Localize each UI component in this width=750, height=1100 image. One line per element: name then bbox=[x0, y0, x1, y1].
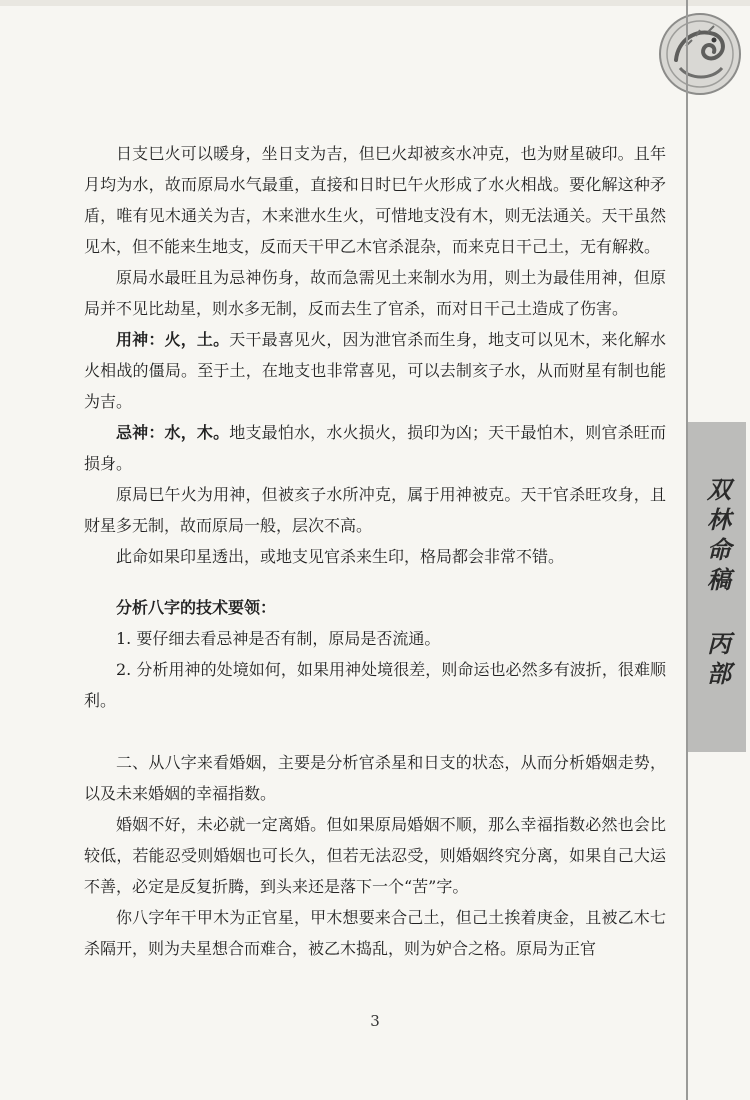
book-title: 双林命稿 bbox=[702, 477, 732, 597]
paragraph-6: 此命如果印星透出，或地支见官杀来生印，格局都会非常不错。 bbox=[116, 547, 565, 566]
paragraph-8: 婚姻不好，未必就一定离婚。但如果原局婚姻不顺，那么幸福指数必然也会比较低，若能忍受则婚姻也可长久，但若无法忍受，则婚姻终究分离，如果自己大运不善，必定是反复折腾，到头来还是落下一个“苦”字。 bbox=[84, 815, 666, 896]
page-top-edge bbox=[0, 0, 750, 6]
paragraph-taboo-god bbox=[84, 417, 666, 479]
paragraph-7: 二、从八字来看婚姻，主要是分析官杀星和日支的状态，从而分析婚姻走势，以及未来婚姻的幸福指数。 bbox=[84, 753, 666, 803]
section-label: 丙部 bbox=[702, 631, 732, 691]
useful-god-text: 天干最喜见火，因为泄官杀而生身，地支可以见木，来化解水火相战的僵局。至于土，在地支也非常喜见，可以去制亥子水，从而财星有制也能为吉。 bbox=[84, 330, 666, 411]
page-content bbox=[84, 138, 666, 964]
paragraph-2: 原局水最旺且为忌神伤身，故而急需见土来制水为用，则土为最佳用神，但原局并不见比劫星，则水多无制，反而去生了官杀，而对日干己土造成了伤害。 bbox=[84, 268, 666, 318]
paragraph-useful-god bbox=[84, 324, 666, 417]
useful-god-label: 用神：火，土。 bbox=[116, 330, 230, 349]
paragraph-5: 原局巳午火为用神，但被亥子水所冲克，属于用神被克。天干官杀旺攻身，且财星多无制，故而原局一般，层次不高。 bbox=[84, 485, 666, 535]
sidebar-book-tab bbox=[688, 422, 746, 752]
tech-item-2: 2. 分析用神的处境如何，如果用神处境很差，则命运也必然多有波折，很难顺利。 bbox=[84, 660, 666, 710]
dragon-emblem-icon bbox=[656, 10, 744, 98]
tech-heading: 分析八字的技术要领： bbox=[116, 598, 277, 617]
tech-item-1: 1. 要仔细去看忌神是否有制，原局是否流通。 bbox=[116, 629, 441, 648]
taboo-god-label: 忌神：水，木。 bbox=[116, 423, 230, 442]
paragraph-9: 你八字年干甲木为正官星，甲木想要来合己土，但己土挨着庚金，且被乙木七杀隔开，则为夫星想合而难合，被乙木捣乱，则为妒合之格。原局为正官 bbox=[84, 908, 666, 958]
taboo-god-text: 地支最怕水，水火损火，损印为凶；天干最怕木，则官杀旺而损身。 bbox=[84, 423, 666, 473]
page-number: 3 bbox=[370, 1012, 380, 1030]
paragraph-1: 日支巳火可以暖身，坐日支为吉，但巳火却被亥水冲克，也为财星破印。且年月均为水，故而原局水气最重，直接和日时巳午火形成了水火相战。要化解这种矛盾，唯有见木通关为吉，木来泄水生火，可惜地支没有木，则无法通关。天干虽然见木，但不能来生地支，反而天干甲乙木官杀混杂，而来克日干己土，无有解救。 bbox=[84, 144, 666, 256]
